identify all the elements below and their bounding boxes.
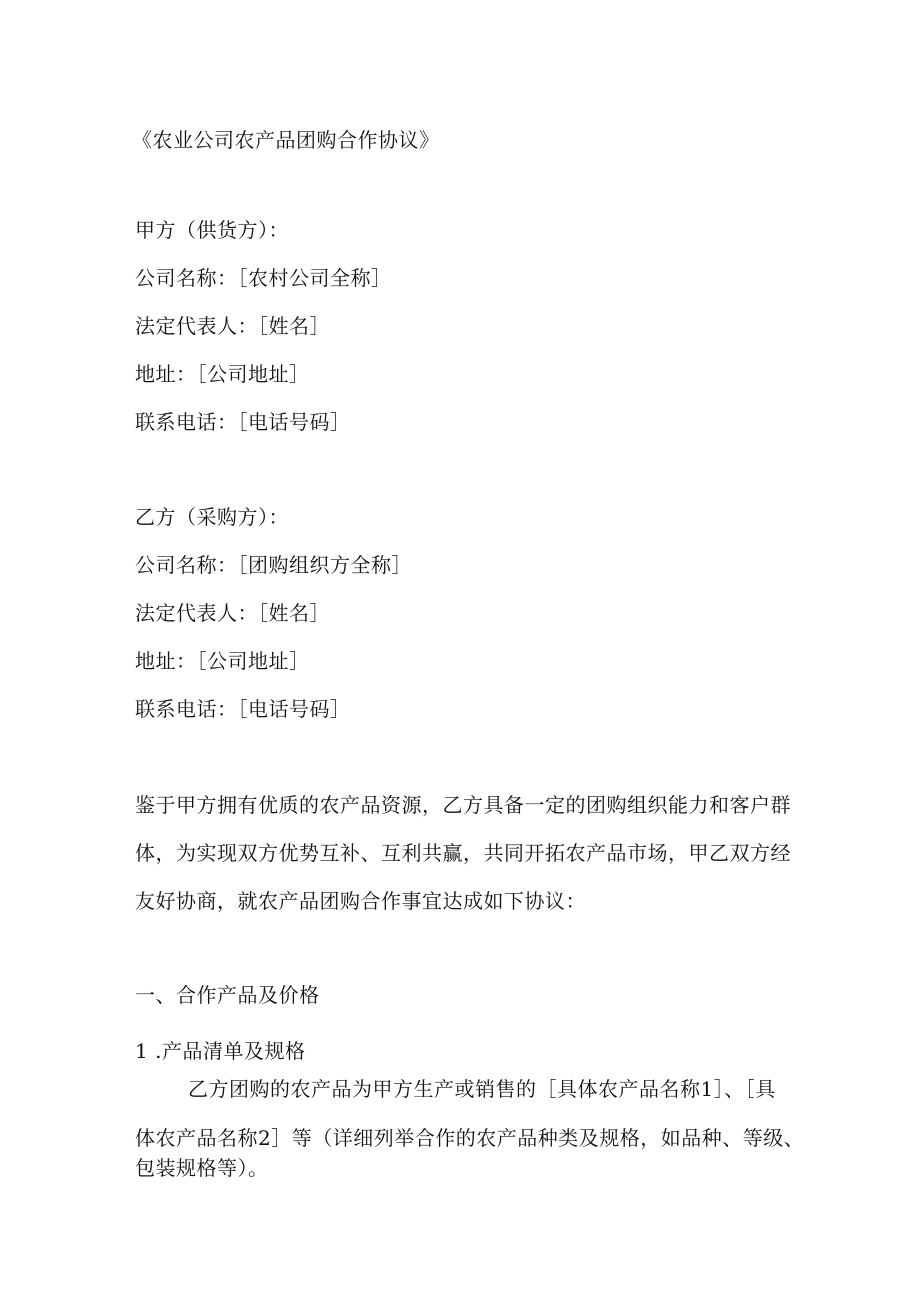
party-b-heading: 乙方（采购方）： <box>135 505 289 529</box>
party-a-address: 地址：［公司地址］ <box>135 362 310 386</box>
intro-line: 体，为实现双方优势互补、互利共赢，共同开拓农产品市场，甲乙双方经 <box>135 841 791 865</box>
party-a-company: 公司名称：［农村公司全称］ <box>135 266 392 290</box>
section-body-line: 乙方团购的农产品为甲方生产或销售的［具体农产品名称1］、［具 <box>188 1077 776 1101</box>
intro-line: 友好协商，就农产品团购合作事宜达成如下协议： <box>135 889 586 913</box>
section-body-line: 体农产品名称2］等（详细列举合作的农产品种类及规格，如品种、等级、 <box>135 1126 805 1150</box>
party-a-representative: 法定代表人：［姓名］ <box>135 314 330 338</box>
party-a-heading: 甲方（供货方）： <box>135 218 289 242</box>
section-heading: 一、合作产品及价格 <box>135 983 320 1007</box>
party-b-phone: 联系电话：［电话号码］ <box>135 697 351 721</box>
party-a-phone: 联系电话：［电话号码］ <box>135 410 351 434</box>
section-body-line: 包装规格等）。 <box>135 1156 269 1180</box>
party-b-representative: 法定代表人：［姓名］ <box>135 601 330 625</box>
subsection-heading: 1 .产品清单及规格 <box>135 1039 306 1063</box>
document-title: 《农业公司农产品团购合作协议》 <box>132 128 440 152</box>
party-b-address: 地址：［公司地址］ <box>135 649 310 673</box>
intro-line: 鉴于甲方拥有优质的农产品资源，乙方具备一定的团购组织能力和客户群 <box>135 793 791 817</box>
party-b-company: 公司名称：［团购组织方全称］ <box>135 553 412 577</box>
